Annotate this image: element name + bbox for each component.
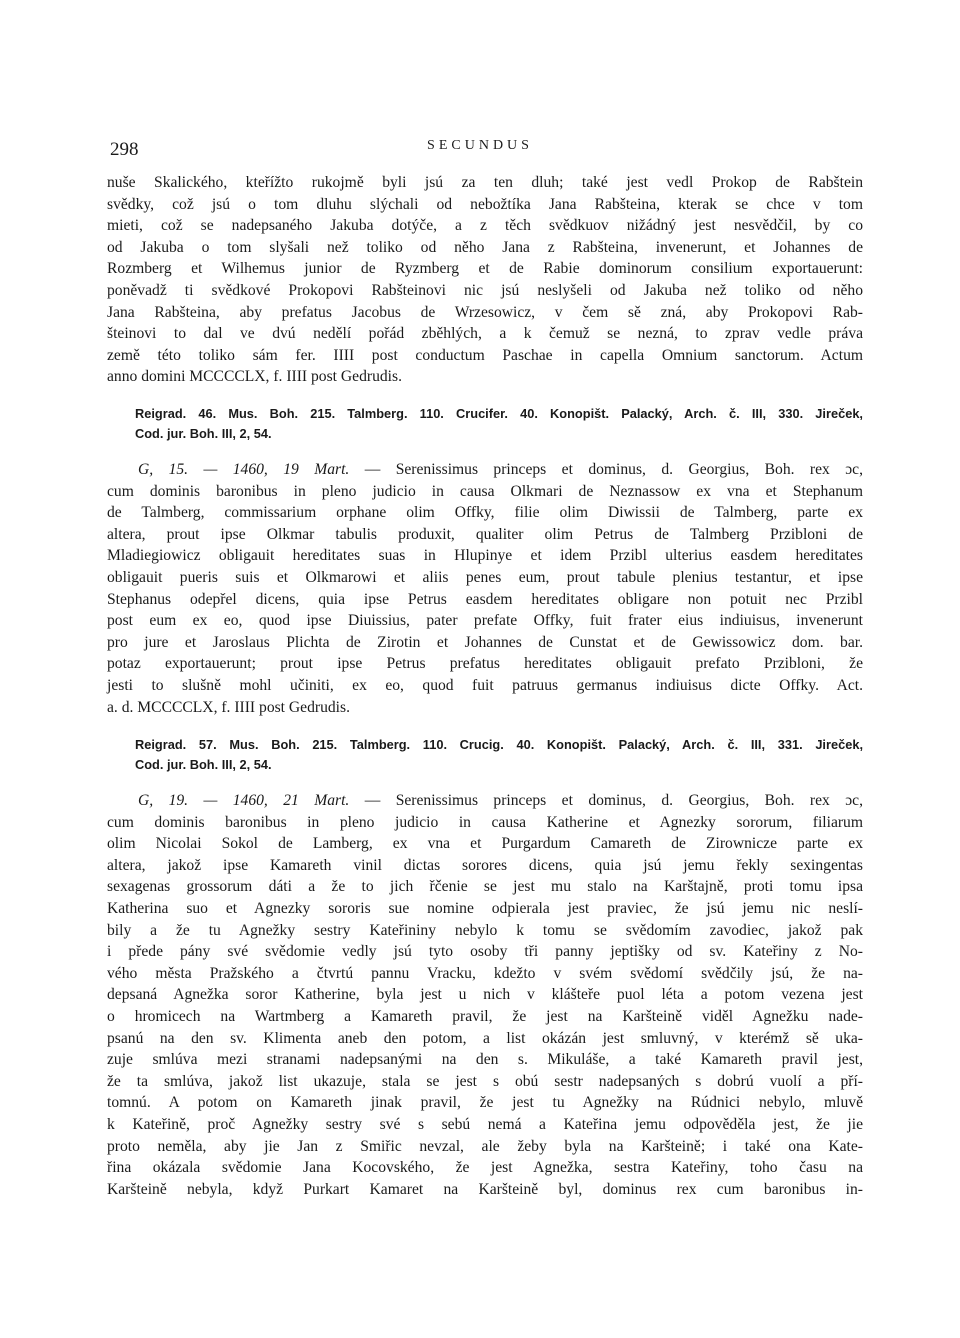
note-line: Reigrad. 57. Mus. Boh. 215. Talmberg. 110. Crucig. 40. Konopišt. Palacký, Arch. č. III, 331. Jireček, bbox=[135, 737, 863, 752]
text-line: — Serenissimus princeps et dominus, d. Georgius, Boh. rex ɔc, bbox=[364, 792, 863, 809]
paragraph-3-first-line bbox=[107, 790, 863, 812]
text-line: šteinovi to dal ve dvú nedělí pořád zběhlých, a k čemuž se nezná, to zprav vedle práva bbox=[107, 325, 863, 343]
text-line: od Jakuba o tom slyšali než toliko od něho Jana z Rabšteina, invenerunt, et Johannes de bbox=[107, 238, 863, 256]
text-line: cum dominis baronibus in pleno judicio in causa Olkmari de Neznassow ex vna et Stephanum bbox=[107, 482, 863, 500]
text-line: i přede pány své svědomie vedly jsú tyto osoby tři panny jeptišky od sv. Kateřiny z No- bbox=[107, 943, 863, 961]
text-line: a. d. MCCCCLX, f. IIII post Gedrudis. bbox=[107, 698, 350, 716]
text-line: mieti, což se nadepsaného Jakuba dotýče, a z těch svědkuov nižádný jest nesvědčil, by co bbox=[107, 217, 863, 235]
text-line: post eum ex eo, quod ipse Diuissius, pater prefate Offky, fuit frater eius indiuisus, invenerunt bbox=[107, 612, 863, 630]
text-line: pro jure et Jaroslaus Plichta de Zirotin et Johannes de Cunstat et de Gewissowicz dom. bar. bbox=[107, 633, 863, 651]
source-note-1 bbox=[135, 404, 863, 443]
text-line: tomnú. A potom on Kamareth jinak pravil, že jest tu Agnežky na Rúdnici nebylo, mluvě bbox=[107, 1094, 863, 1112]
text-line: — Serenissimus princeps et dominus, d. Georgius, Boh. rex ɔc, bbox=[364, 461, 863, 478]
text-line: anno domini MCCCCLX, f. IIII post Gedrudis. bbox=[107, 368, 402, 386]
text-line: že ta smlúva, jakož list ukazuje, stala se jest s obú sestr nadepsaných s dobrú vuolí a pří- bbox=[107, 1072, 863, 1090]
note-line: Reigrad. 46. Mus. Boh. 215. Talmberg. 110. Crucifer. 40. Konopišt. Palacký, Arch. č. III, 330. Jireček, bbox=[135, 406, 863, 421]
note-line: Cod. jur. Boh. III, 2, 54. bbox=[135, 756, 272, 772]
text-line: Stephanus odepřel dicens, quia ipse Petrus easdem hereditates obligare non potuit nec Przibl bbox=[107, 590, 863, 608]
text-line: poněvadž ti svědkové Prokopovi Rabšteinovi nic jsú neslyšeli od Jakuba než toliko od něho bbox=[107, 281, 863, 299]
source-note-2 bbox=[135, 735, 863, 774]
text-line: Katherina suo et Agnezky sororis sue nomine odpierala jest praviec, že jsú jemu nic neslí- bbox=[107, 899, 863, 917]
text-line: svědky, což jsú o tom dluhu slýchali od nebožtíka Jana Rabšteina, kterak se chce v tom bbox=[107, 195, 863, 213]
text-line: depsaná Agnežka soror Katherine, byla jest u nich v klášteře puol léta a potom vezena jest bbox=[107, 986, 863, 1004]
text-line: psanú na den sv. Klimenta aneb den potom, a list okázán jest smluvný, v kterémž sě uka- bbox=[107, 1029, 863, 1047]
text-line: altera, prout ipse Olkmar tabulis produxit, qualiter olim Petrus de Talmberg Przibloni de bbox=[107, 525, 863, 543]
paragraph-2-first-line bbox=[107, 459, 863, 481]
text-line: jesti to slušně mohl učiniti, ex eo, quod fuit patruus germanus indiuisus dicte Offky. Act. bbox=[107, 676, 863, 694]
text-line: proto neměla, aby jie Jan z Smiřic nevzal, ale žeby byla na Karšteině; i také ona Kate- bbox=[107, 1137, 863, 1155]
text-line: vého města Pražského a čtvrtú pannu Vracku, kdežto v svém svědomí svědčily jsú, že na- bbox=[107, 964, 863, 982]
text-line: země této toliko sám fer. IIII post conductum Paschae in capella Omnium sanctorum. Actum bbox=[107, 346, 863, 364]
text-line: olim Nicolai Sokol de Lamberg, ex vna et Purgardum Camareth de Zirownicze parte ex bbox=[107, 835, 863, 853]
text-line: cum dominis baronibus in pleno judicio in causa Katherine et Agnezky sororum, filiarum bbox=[107, 813, 863, 831]
text-line: Jana Rabšteina, aby prefatus Jacobus de Wrzesowicz, v čem sě zná, aby Prokopovi Rab- bbox=[107, 303, 863, 321]
note-line: Cod. jur. Boh. III, 2, 54. bbox=[135, 425, 272, 441]
text-line: bily a že tu Agnežky sestry Kateřininy nebylo k tomu se svědomím zavodiec, jakož pak bbox=[107, 921, 863, 939]
text-line: sexagenas grossorum dáti a že to jich řčenie se jest mu stalo na Karštajně, proti tomu ipsa bbox=[107, 878, 863, 896]
page-number: 298 bbox=[110, 139, 139, 160]
entry-heading-3: G, 19. — 1460, 21 Mart. bbox=[138, 792, 350, 809]
paragraph-2 bbox=[107, 459, 863, 718]
text-line: potaz exportauerunt; prout ipse Petrus prefatus hereditates obligauit prefato Przibloni, že bbox=[107, 655, 863, 673]
running-title: SECUNDUS bbox=[427, 138, 533, 153]
entry-heading-2: G, 15. — 1460, 19 Mart. bbox=[138, 461, 350, 478]
text-line: zuje smlúva mezi stranami nadepsanými na den s. Mikuláše, a také Kamareth pravil jest, bbox=[107, 1051, 863, 1069]
paragraph-1 bbox=[107, 172, 863, 388]
text-line: obligauit pueris suis et Olkmarowi et aliis penes eum, prout tabule plenius testantur, et ipse bbox=[107, 568, 863, 586]
text-line: o hromicech na Wartmberg a Kamareth pravil, že jest na Karšteině viděl Agnežku nade- bbox=[107, 1007, 863, 1025]
text-line: k Kateřině, proč Agnežky sestry své s sebú nemá a Kateřina jemu odpověděla jest, že jie bbox=[107, 1115, 863, 1133]
text-line: Karšteině nebyla, když Purkart Kamaret na Karšteině byl, dominus rex cum baronibus in- bbox=[107, 1180, 863, 1198]
text-line: de Talmberg, commissarium orphane olim Offky, filie olim Diwissii de Talmberg, parte ex bbox=[107, 504, 863, 522]
paragraph-3 bbox=[107, 790, 863, 1200]
text-line: Mladiegiowicz obligauit hereditates suas in Hlupinye et idem Przibl ulterius easdem hereditates bbox=[107, 547, 863, 565]
text-line: altera, jakož ipse Kamareth vinil dictas sorores dicens, quia jsú jemu řekly sexingentas bbox=[107, 856, 863, 874]
text-line: Rozmberg et Wilhemus junior de Ryzmberg et de Rabie dominorum consilium exportauerunt: bbox=[107, 260, 863, 278]
text-line: nuše Skalického, kteřížto rukojmě byli jsú za ten dluh; také jest vedl Prokop de Rabštein bbox=[107, 174, 863, 191]
text-line: řina okázala svědomie Jana Kocovského, že jest Agnežka, sestra Kateřiny, toho času na bbox=[107, 1159, 863, 1177]
